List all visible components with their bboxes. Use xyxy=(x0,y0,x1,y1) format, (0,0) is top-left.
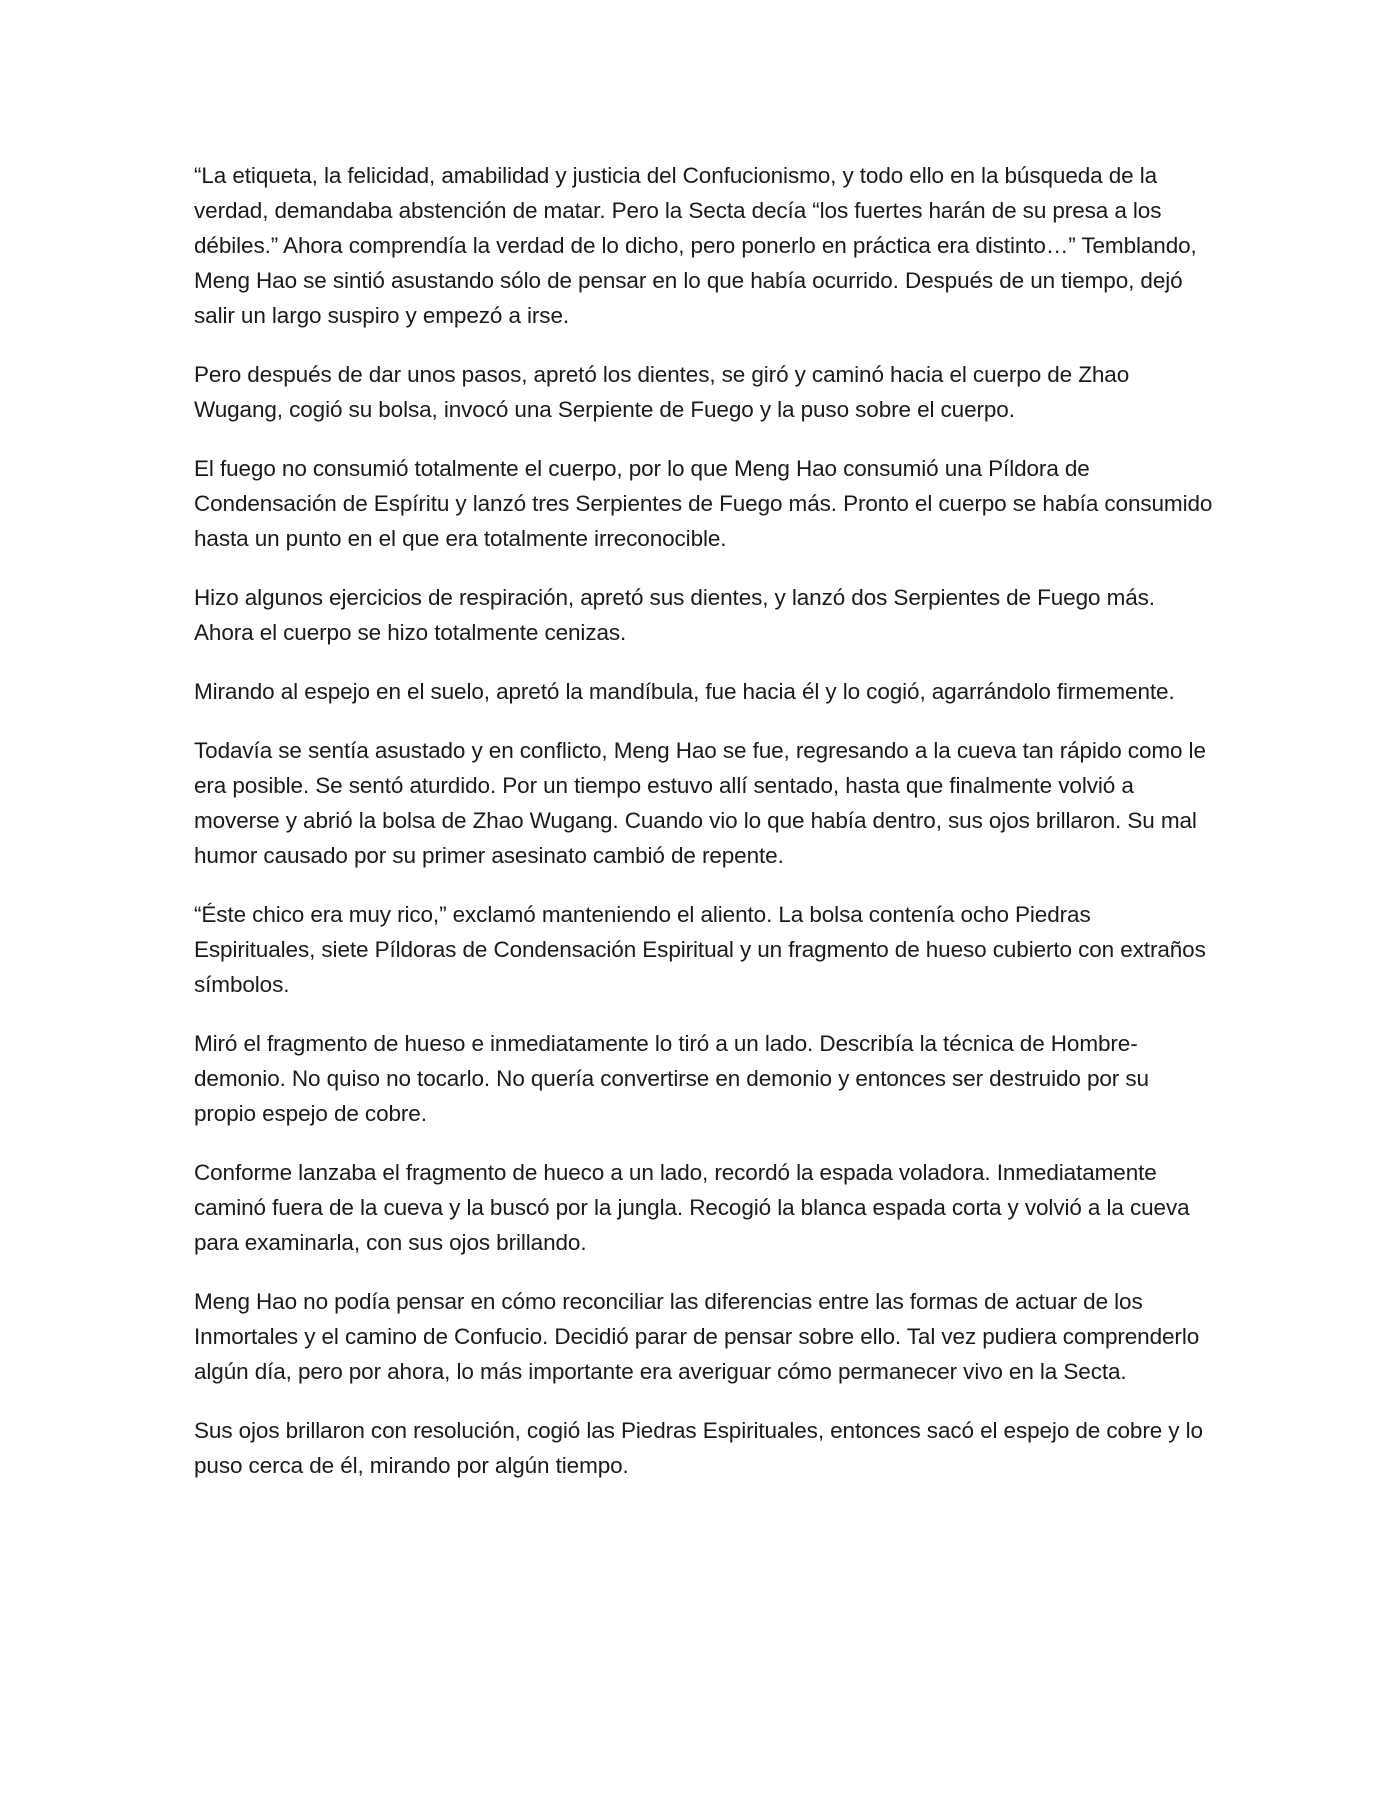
paragraph: Meng Hao no podía pensar en cómo reconciliar las diferencias entre las formas de actuar de los Inmortales y el camino de Confucio. Decidió parar de pensar sobre ello. Tal vez pudiera comprenderlo algún día, pero por ahora, lo más importante era averiguar cómo permanecer vivo en la Secta. xyxy=(194,1289,1200,1384)
paragraph: Todavía se sentía asustado y en conflicto, Meng Hao se fue, regresando a la cueva tan rápido como le era posible. Se sentó aturdido. Por un tiempo estuvo allí sentado, hasta que finalmente volvió a moverse y abrió la bolsa de Zhao Wugang. Cuando vio lo que había dentro, sus ojos brillaron. Su mal humor causado por su primer asesinato cambió de repente. xyxy=(194,738,1206,868)
paragraph: El fuego no consumió totalmente el cuerpo, por lo que Meng Hao consumió una Píldora de Condensación de Espíritu y lanzó tres Serpientes de Fuego más. Pronto el cuerpo se había consumido hasta un punto en el que era totalmente irreconocible. xyxy=(194,456,1213,551)
paragraph: “Éste chico era muy rico,” exclamó manteniendo el aliento. La bolsa contenía ocho Piedras Espirituales, siete Píldoras de Condensación Espiritual y un fragmento de hueso cubierto con extraños símbolos. xyxy=(194,902,1206,997)
paragraph: Conforme lanzaba el fragmento de hueco a un lado, recordó la espada voladora. Inmediatamente caminó fuera de la cueva y la buscó por la jungla. Recogió la blanca espada corta y volvió a la cueva para examinarla, con sus ojos brillando. xyxy=(194,1160,1190,1255)
paragraph: Miró el fragmento de hueso e inmediatamente lo tiró a un lado. Describía la técnica de Hombre-demonio. No quiso no tocarlo. No quería convertirse en demonio y entonces ser destruido por su propio espejo de cobre. xyxy=(194,1031,1149,1126)
paragraph: Pero después de dar unos pasos, apretó los dientes, se giró y caminó hacia el cuerpo de Zhao Wugang, cogió su bolsa, invocó una Serpiente de Fuego y la puso sobre el cuerpo. xyxy=(194,362,1130,422)
paragraph: Sus ojos brillaron con resolución, cogió las Piedras Espirituales, entonces sacó el espejo de cobre y lo puso cerca de él, mirando por algún tiempo. xyxy=(194,1418,1203,1478)
paragraph: Hizo algunos ejercicios de respiración, apretó sus dientes, y lanzó dos Serpientes de Fuego más. Ahora el cuerpo se hizo totalmente cenizas. xyxy=(194,585,1155,645)
paragraph: Mirando al espejo en el suelo, apretó la mandíbula, fue hacia él y lo cogió, agarrándolo firmemente. xyxy=(194,679,1175,704)
paragraph: “La etiqueta, la felicidad, amabilidad y justicia del Confucionismo, y todo ello en la búsqueda de la verdad, demandaba abstención de matar. Pero la Secta decía “los fuertes harán de su presa a los débiles.” Ahora comprendía la verdad de lo dicho, pero ponerlo en práctica era distinto…” Temblando, Meng Hao se sintió asustando sólo de pensar en lo que había ocurrido. Después de un tiempo, dejó salir un largo suspiro y empezó a irse. xyxy=(194,163,1197,328)
document-body xyxy=(194,158,1214,1507)
